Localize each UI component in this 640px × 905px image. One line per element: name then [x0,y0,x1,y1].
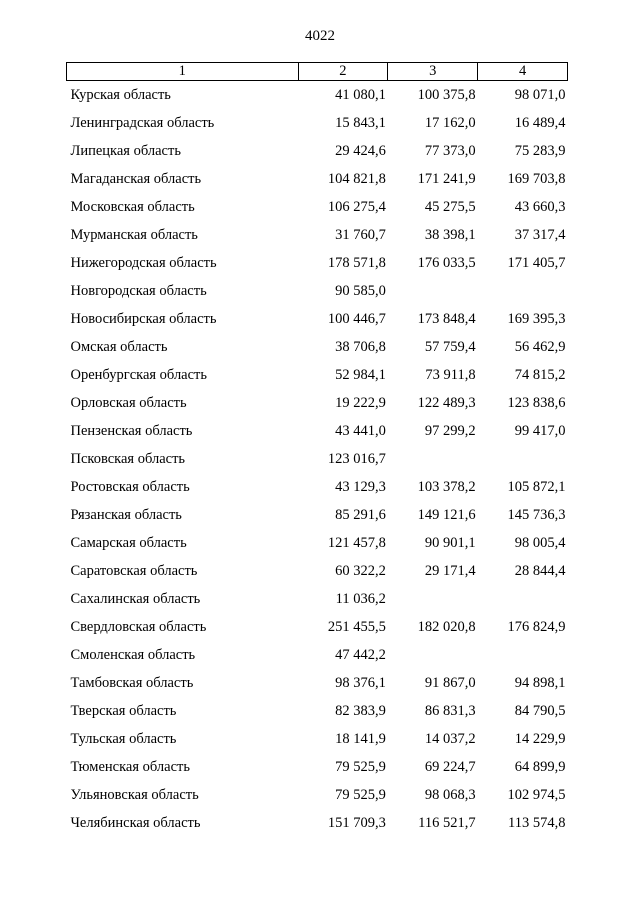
table-row [67,81,568,110]
table-row [67,333,568,361]
region-name-cell: Саратовская область [70,563,198,579]
value-cell-col4: 16 489,4 [514,115,566,131]
region-name-cell: Оренбургская область [70,367,208,383]
value-cell-col3: 90 901,1 [424,535,476,551]
table-row [67,501,568,529]
region-name-cell: Псковская область [70,451,186,467]
region-name-cell: Тульская область [70,731,177,747]
value-cell-col3: 176 033,5 [417,255,476,271]
region-name-cell: Тамбовская область [70,675,194,691]
column-header-3: 3 [388,63,478,81]
value-cell-col2: 15 843,1 [335,115,386,131]
table-row [67,165,568,193]
value-cell-col3 [388,445,478,473]
value-cell-col3: 45 275,5 [424,199,476,215]
page-number: 4022 [305,28,335,44]
value-cell-col3: 73 911,8 [425,367,476,383]
value-cell-col4: 99 417,0 [514,423,566,439]
value-cell-col4: 64 899,9 [514,759,566,775]
value-cell-col3 [388,641,478,669]
table-row [67,585,568,613]
table-body [67,81,568,838]
value-cell-col4: 28 844,4 [514,563,566,579]
table-row [67,697,568,725]
table-row [67,445,568,473]
value-cell-col2: 29 424,6 [335,143,386,159]
value-cell-col3: 103 378,2 [417,479,476,495]
table-header [67,63,568,81]
value-cell-col2: 178 571,8 [327,255,386,271]
value-cell-col2: 121 457,8 [327,535,386,551]
value-cell-col3: 97 299,2 [424,423,476,439]
region-name-cell: Рязанская область [70,507,182,523]
value-cell-col2: 79 525,9 [335,759,386,775]
region-name-cell: Свердловская область [70,619,207,635]
region-name-cell: Магаданская область [70,171,202,187]
value-cell-col3: 100 375,8 [417,87,476,103]
region-name-cell: Липецкая область [70,143,181,159]
value-cell-col4: 113 574,8 [508,815,566,831]
value-cell-col3: 91 867,0 [424,675,476,691]
table-row [67,753,568,781]
table-row [67,473,568,501]
column-header-1: 1 [67,63,299,81]
value-cell-col2: 43 129,3 [335,479,386,495]
table-row [67,109,568,137]
table-row [67,781,568,809]
value-cell-col3: 116 521,7 [418,815,476,831]
region-name-cell: Новгородская область [70,283,207,299]
table-row [67,725,568,753]
region-name-cell: Мурманская область [70,227,198,243]
region-name-cell: Пензенская область [70,423,193,439]
table-row [67,669,568,697]
value-cell-col3: 17 162,0 [424,115,476,131]
data-table [66,62,568,837]
table-row [67,221,568,249]
column-header-4: 4 [478,63,568,81]
value-cell-col3: 149 121,6 [417,507,476,523]
value-cell-col3: 14 037,2 [424,731,476,747]
value-cell-col2: 18 141,9 [335,731,386,747]
region-name-cell: Курская область [70,87,171,103]
value-cell-col3: 171 241,9 [417,171,476,187]
table-row [67,277,568,305]
value-cell-col3: 69 224,7 [424,759,476,775]
value-cell-col2: 85 291,6 [335,507,386,523]
table-row [67,137,568,165]
value-cell-col2: 43 441,0 [335,423,386,439]
value-cell-col2: 104 821,8 [327,171,386,187]
region-name-cell: Московская область [70,199,195,215]
value-cell-col2: 90 585,0 [335,283,386,299]
value-cell-col3 [388,585,478,613]
region-name-cell: Ленинградская область [70,115,215,131]
value-cell-col3: 38 398,1 [424,227,476,243]
value-cell-col2: 98 376,1 [335,675,386,691]
region-name-cell: Тюменская область [70,759,190,775]
region-name-cell: Челябинская область [70,815,201,831]
value-cell-col4: 14 229,9 [514,731,566,747]
region-name-cell: Ростовская область [70,479,190,495]
value-cell-col4: 56 462,9 [514,339,566,355]
value-cell-col4: 74 815,2 [514,367,566,383]
table-row [67,193,568,221]
value-cell-col3: 98 068,3 [424,787,476,803]
value-cell-col2: 60 322,2 [335,563,386,579]
value-cell-col2: 82 383,9 [335,703,386,719]
value-cell-col4: 169 703,8 [507,171,566,187]
value-cell-col4: 123 838,6 [507,395,566,411]
value-cell-col4: 98 005,4 [514,535,566,551]
region-name-cell: Нижегородская область [70,255,217,271]
region-name-cell: Сахалинская область [70,591,201,607]
value-cell-col4: 84 790,5 [514,703,566,719]
value-cell-col2: 79 525,9 [335,787,386,803]
value-cell-col2: 52 984,1 [335,367,386,383]
table-row [67,249,568,277]
header-row [67,63,568,81]
table-row [67,641,568,669]
value-cell-col2: 151 709,3 [327,815,386,831]
table-row [67,361,568,389]
value-cell-col2: 106 275,4 [327,199,386,215]
value-cell-col4 [478,277,568,305]
value-cell-col2: 123 016,7 [327,451,386,467]
value-cell-col2: 31 760,7 [335,227,386,243]
value-cell-col2: 19 222,9 [335,395,386,411]
value-cell-col2: 47 442,2 [335,647,386,663]
table-row [67,613,568,641]
value-cell-col4: 98 071,0 [514,87,566,103]
value-cell-col2: 11 036,2 [335,591,386,607]
value-cell-col3: 173 848,4 [417,311,476,327]
value-cell-col4: 169 395,3 [507,311,566,327]
value-cell-col3 [388,277,478,305]
table-row [67,529,568,557]
value-cell-col3: 122 489,3 [417,395,476,411]
table-row [67,389,568,417]
table-row [67,557,568,585]
value-cell-col2: 251 455,5 [327,619,386,635]
value-cell-col4 [478,445,568,473]
value-cell-col4: 75 283,9 [514,143,566,159]
region-name-cell: Самарская область [70,535,187,551]
value-cell-col4: 43 660,3 [514,199,566,215]
value-cell-col3: 182 020,8 [417,619,476,635]
value-cell-col4: 105 872,1 [507,479,566,495]
value-cell-col3: 57 759,4 [424,339,476,355]
value-cell-col4: 37 317,4 [514,227,566,243]
region-name-cell: Новосибирская область [70,311,217,327]
value-cell-col4 [478,641,568,669]
value-cell-col4: 176 824,9 [507,619,566,635]
table-row [67,417,568,445]
column-header-2: 2 [298,63,388,81]
region-name-cell: Тверская область [70,703,177,719]
value-cell-col2: 41 080,1 [335,87,386,103]
region-name-cell: Омская область [70,339,168,355]
value-cell-col2: 38 706,8 [335,339,386,355]
value-cell-col3: 86 831,3 [424,703,476,719]
region-name-cell: Смоленская область [70,647,196,663]
value-cell-col3: 77 373,0 [424,143,476,159]
value-cell-col4: 171 405,7 [507,255,566,271]
region-name-cell: Орловская область [70,395,187,411]
table-row [67,305,568,333]
table-row [67,809,568,837]
value-cell-col2: 100 446,7 [327,311,386,327]
value-cell-col4: 145 736,3 [507,507,566,523]
value-cell-col3: 29 171,4 [424,563,476,579]
value-cell-col4 [478,585,568,613]
value-cell-col4: 102 974,5 [507,787,566,803]
value-cell-col4: 94 898,1 [514,675,566,691]
region-name-cell: Ульяновская область [70,787,199,803]
